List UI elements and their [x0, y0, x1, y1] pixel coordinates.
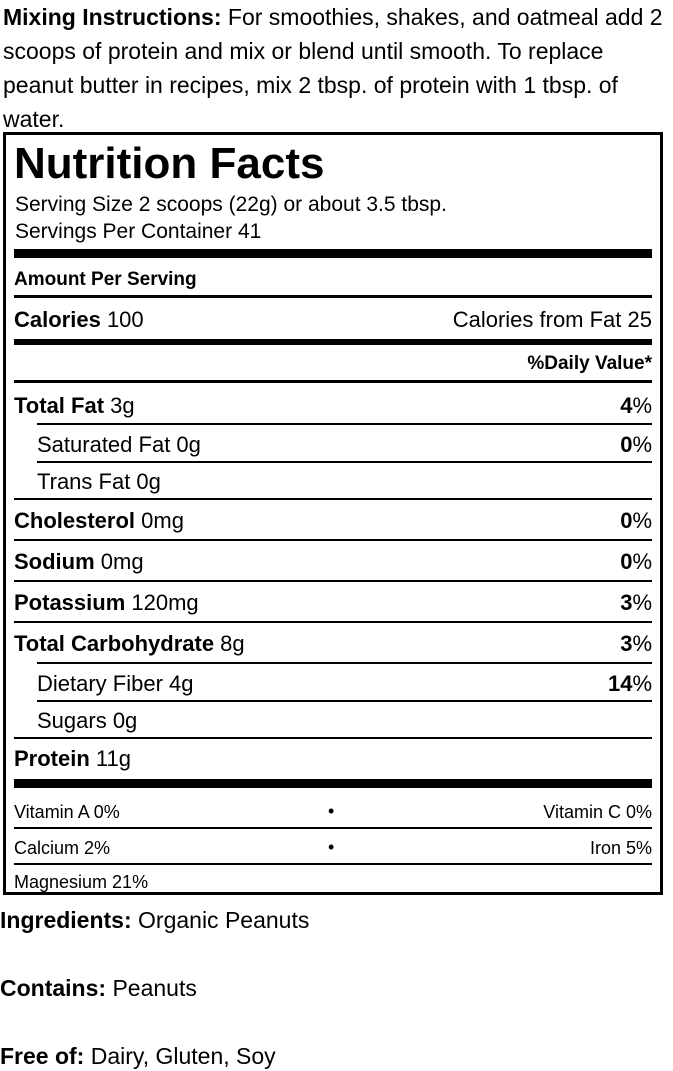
nutrient-name: Sugars 0g — [37, 708, 138, 733]
daily-value-header-row — [14, 351, 652, 377]
contains-text: Peanuts — [106, 975, 197, 1001]
calories-value: 100 — [100, 307, 144, 332]
bullet-separator: • — [328, 837, 335, 857]
vitamin-row — [14, 869, 652, 895]
nutrient-amount: 3g — [104, 393, 135, 418]
divider — [14, 737, 652, 739]
nutrient-name: Potassium — [14, 590, 126, 615]
nutrient-pct: 3 — [620, 631, 633, 656]
nutrient-row — [37, 671, 652, 697]
nutrient-row — [37, 469, 652, 495]
nutrient-pct: 14 — [607, 671, 633, 696]
divider — [37, 700, 652, 702]
nutrient-row — [37, 432, 652, 458]
nutrition-facts-title: Nutrition Facts — [14, 139, 325, 188]
bullet-separator: • — [328, 801, 335, 821]
pct-sign: % — [632, 631, 652, 656]
pct-sign: % — [632, 549, 652, 574]
nutrient-pct: 3 — [620, 590, 633, 615]
nutrient-row — [14, 631, 652, 657]
amount-per-serving — [14, 267, 652, 293]
nutrient-name: Saturated Fat 0g — [37, 432, 201, 457]
nutrient-row — [14, 549, 652, 575]
nutrient-pct: 4 — [620, 393, 633, 418]
mixing-instructions — [3, 0, 668, 136]
medium-divider — [14, 339, 652, 345]
free-of-label: Free of: — [0, 1043, 85, 1069]
nutrient-row — [14, 590, 652, 616]
divider — [14, 827, 652, 829]
pct-sign: % — [632, 671, 652, 696]
divider — [37, 662, 652, 664]
nutrient-amount: 8g — [214, 631, 245, 656]
nutrient-row — [37, 708, 652, 734]
nutrient-pct: 0 — [620, 549, 633, 574]
divider — [14, 380, 652, 383]
nutrient-name: Total Fat — [14, 393, 105, 418]
vitamin-a: Vitamin A 0% — [14, 802, 120, 822]
nutrient-pct: 0 — [620, 508, 633, 533]
iron: Iron 5% — [589, 838, 652, 858]
serving-info — [15, 191, 447, 245]
calories-from-fat: Calories from Fat 25 — [452, 307, 652, 332]
divider — [14, 539, 652, 541]
nutrient-name: Dietary Fiber 4g — [37, 671, 194, 696]
servings-per-container: Servings Per Container 41 — [15, 220, 262, 243]
calcium: Calcium 2% — [14, 838, 111, 858]
free-of-text: Dairy, Gluten, Soy — [84, 1043, 276, 1069]
nutrient-name: Trans Fat 0g — [37, 469, 161, 494]
ingredients-label: Ingredients: — [0, 907, 132, 933]
pct-sign: % — [632, 590, 652, 615]
daily-value-header: %Daily Value* — [527, 353, 652, 374]
nutrient-amount: 120mg — [125, 590, 199, 615]
mixing-instructions-label: Mixing Instructions: — [3, 4, 222, 30]
divider — [37, 461, 652, 463]
vitamin-c: Vitamin C 0% — [543, 802, 652, 822]
divider — [14, 498, 652, 500]
nutrient-name: Cholesterol — [14, 508, 136, 533]
ingredients — [0, 906, 309, 934]
divider — [37, 423, 652, 425]
divider — [14, 580, 652, 582]
contains-label: Contains: — [0, 975, 107, 1001]
free-of — [0, 1042, 276, 1070]
calories-row — [14, 307, 652, 333]
serving-size: Serving Size 2 scoops (22g) or about 3.5 tbsp. — [15, 193, 447, 216]
nutrient-amount: 11g — [89, 746, 131, 771]
nutrition-facts-panel — [3, 132, 663, 895]
ingredients-text: Organic Peanuts — [131, 907, 310, 933]
divider — [14, 621, 652, 623]
mixing-instructions-text: For smoothies, shakes, and oatmeal add 2 scoops of protein and mix or blend until smooth. To replace peanut butter in recipes, mix 2 tbsp. of protein with 1 tbsp. of water. — [3, 4, 663, 132]
amount-per-serving-label: Amount Per Serving — [14, 269, 197, 290]
thick-divider — [14, 249, 652, 258]
nutrient-pct: 0 — [620, 432, 633, 457]
divider — [14, 863, 652, 865]
divider — [14, 295, 652, 298]
nutrient-name: Protein — [14, 746, 90, 771]
pct-sign: % — [632, 508, 652, 533]
nutrient-row — [14, 393, 652, 419]
contains — [0, 974, 197, 1002]
nutrient-amount: 0mg — [94, 549, 144, 574]
pct-sign: % — [632, 432, 652, 457]
nutrient-name: Sodium — [14, 549, 95, 574]
calories-label: Calories — [14, 307, 101, 332]
nutrient-name: Total Carbohydrate — [14, 631, 215, 656]
pct-sign: % — [632, 393, 652, 418]
thick-divider — [14, 779, 652, 788]
magnesium: Magnesium 21% — [14, 872, 149, 892]
nutrient-amount: 0mg — [135, 508, 184, 533]
nutrient-row — [14, 746, 652, 772]
nutrient-row — [14, 508, 652, 534]
